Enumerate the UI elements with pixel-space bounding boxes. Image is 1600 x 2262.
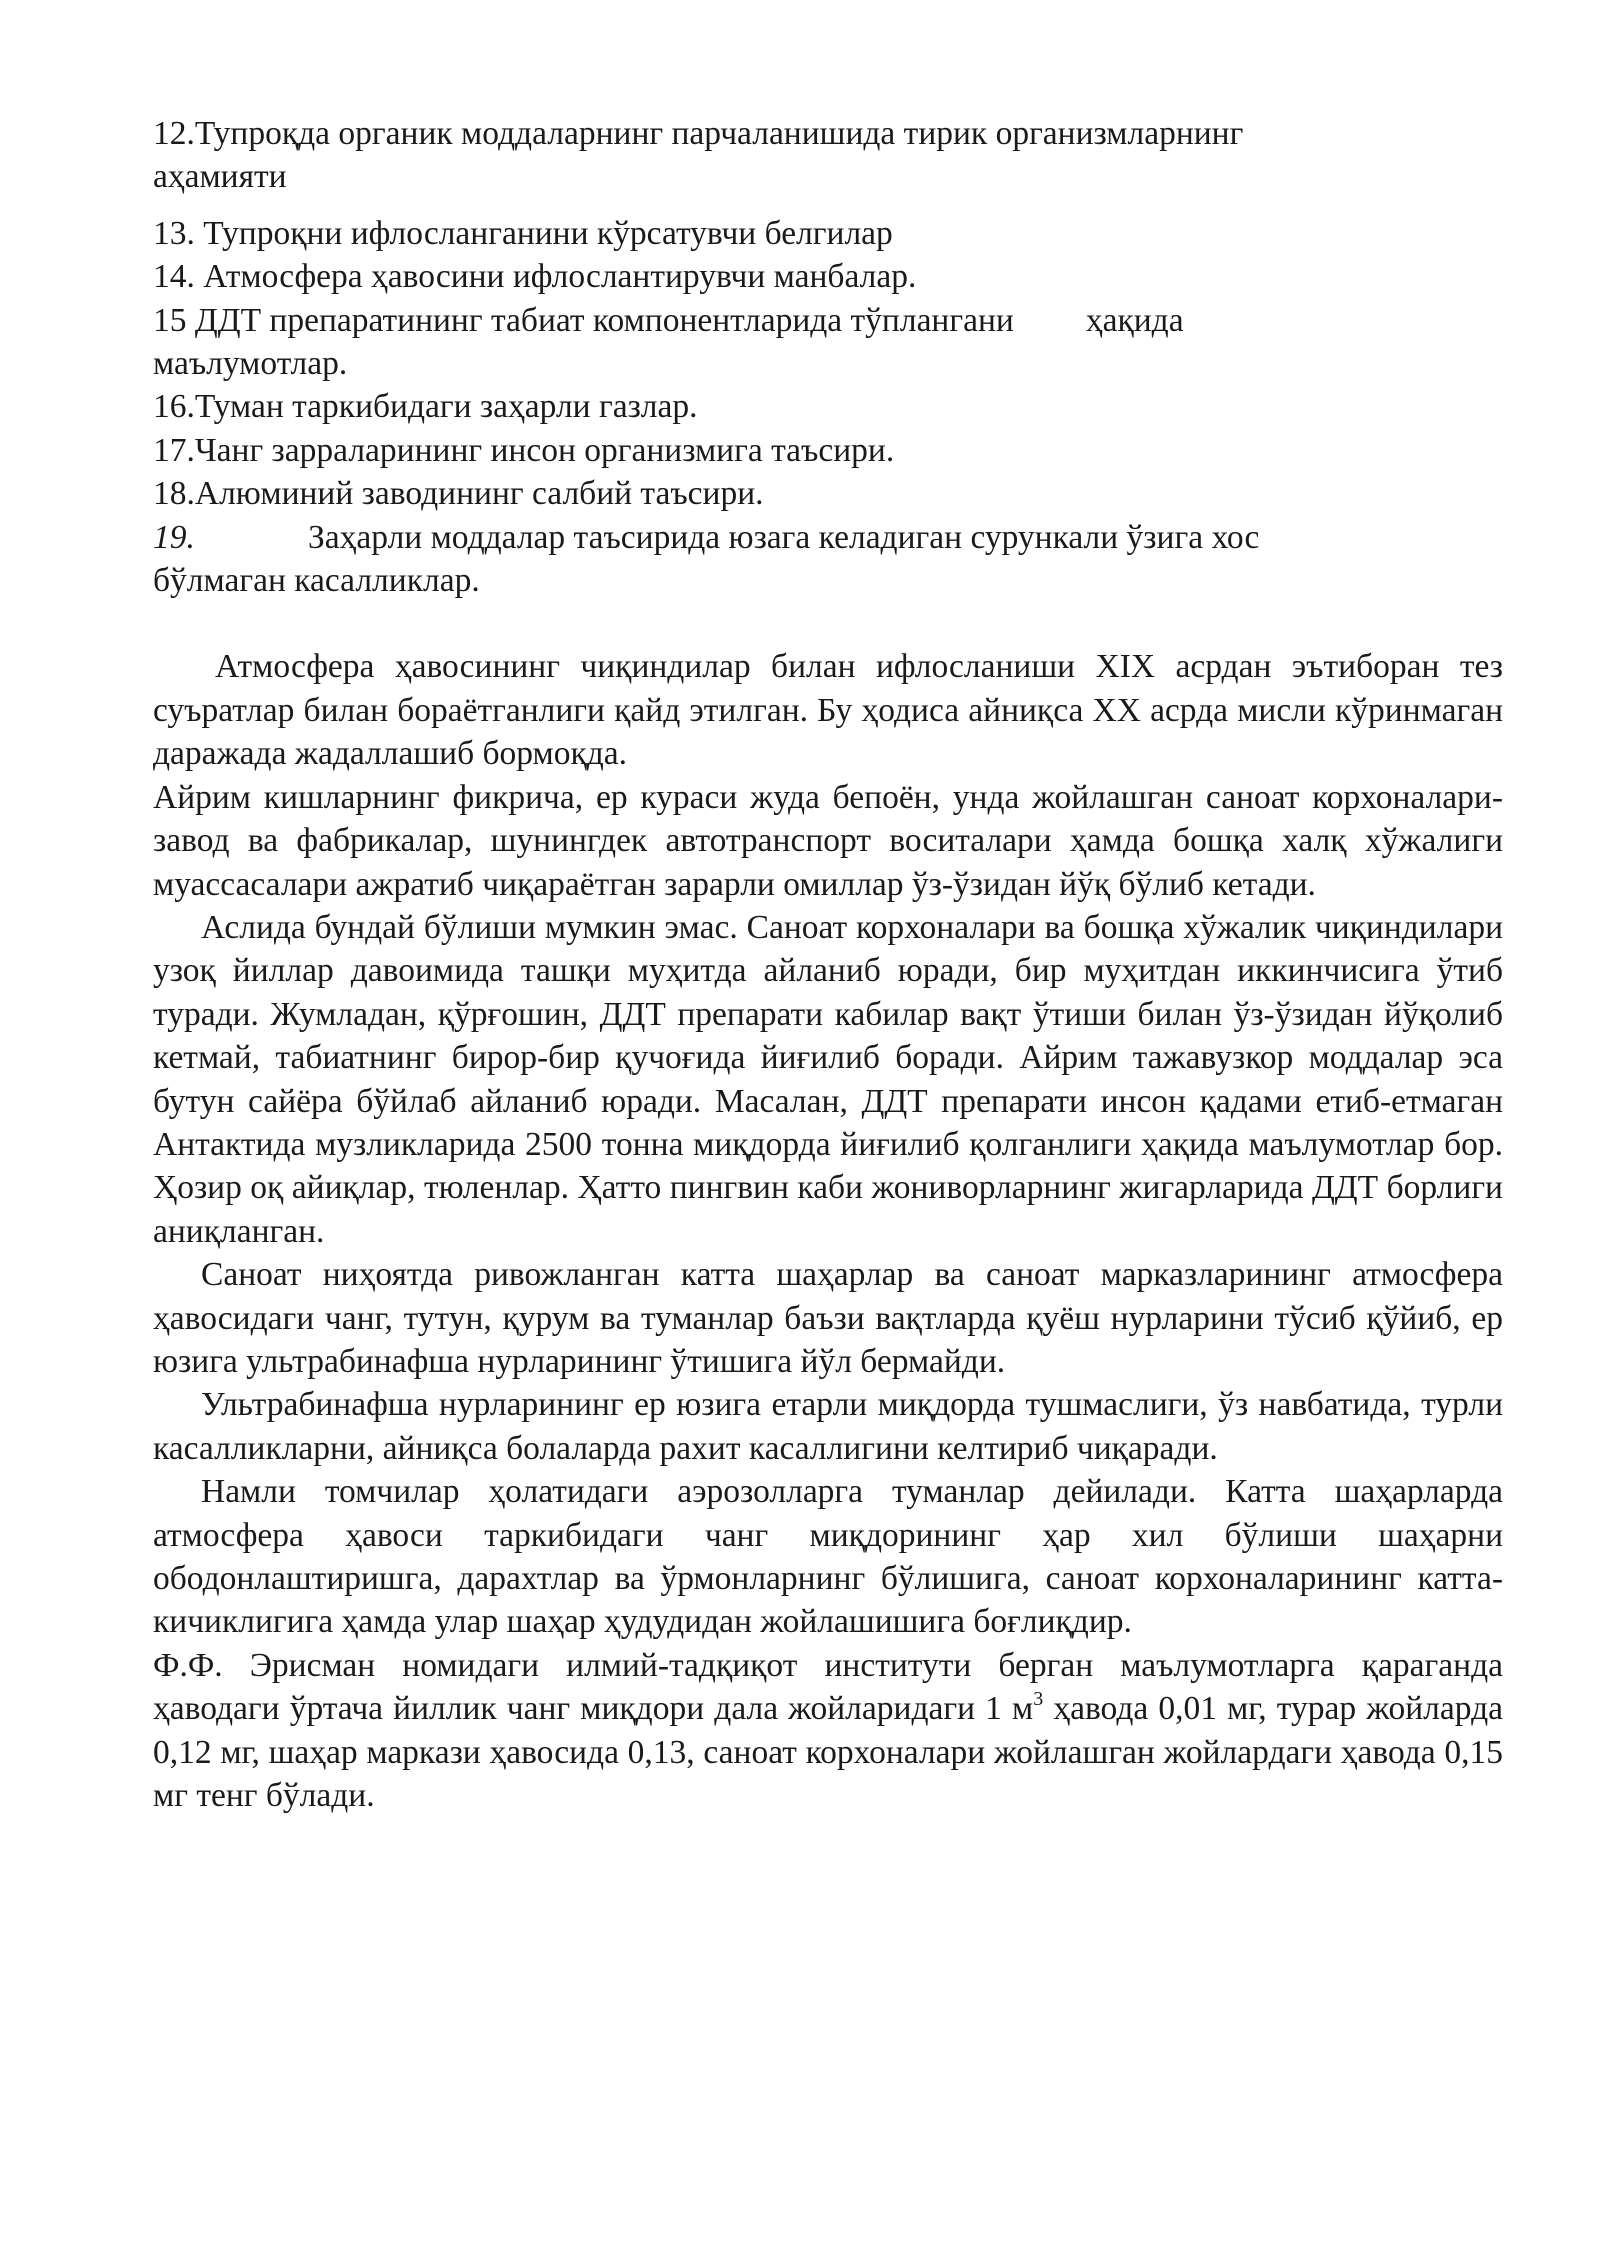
body-text	[153, 645, 1503, 1817]
paragraph	[153, 1644, 1503, 1818]
item-text: Чанг зарраларининг инсон организмига таъсири.	[194, 431, 895, 469]
list-item-continuation: аҳамияти	[153, 158, 287, 196]
item-text: Туман таркибидаги заҳарли газлар.	[194, 388, 698, 426]
list-item	[153, 112, 1503, 155]
paragraph: Ультрабинафша нурларининг ер юзига етарли миқдорда тушмаслиги, ўз навбатида, турли касалликларни, айниқса болаларда рахит касаллигини келтириб чиқаради.	[153, 1386, 1503, 1467]
paragraph-text: ҳавода 0,01 мг, турар жойларда 0,12 мг, шаҳар маркази ҳавосида 0,13, саноат корхоналари жойлашган жойлардаги ҳавода 0,15 мг тенг бўлади.	[153, 1690, 1503, 1815]
list-item: 14. Атмосфера ҳавосини ифлослантирувчи манбалар.	[153, 258, 917, 296]
list-item: 13. Тупроқни ифлосланганини кўрсатувчи белгилар	[153, 214, 893, 252]
item-text: 15 ДДТ препаратининг табиат компонентларида тўплангани	[153, 301, 1014, 339]
paragraph: Намли томчилар ҳолатидаги аэрозолларга туманлар дейилади. Катта шаҳарларда атмосфера ҳавоси таркибидаги чанг миқдорининг ҳар хил бўлиши шаҳарни ободонлаштиришга, дарахтлар ва ўрмонларнинг бўлишига, саноат корхоналарининг катта-кичиклигига ҳамда улар шаҳар ҳудудидан жойлашишига боғлиқдир.	[153, 1473, 1503, 1641]
item-text: ҳақида	[1085, 301, 1184, 339]
question-list	[153, 112, 1503, 602]
item-text: Алюминий заводининг салбий таъсири.	[194, 475, 764, 513]
item-number: 16.	[153, 388, 195, 426]
document-page	[153, 112, 1503, 1817]
superscript: 3	[1033, 1688, 1044, 1711]
list-item	[153, 472, 1503, 515]
paragraph-text: Ф.Ф. Эрисман номидаги илмий-тадқиқот институти берган маълумотларга қараганда ҳаводаги ўртача йиллик чанг миқдори дала жойларидаги 1 м	[153, 1646, 1503, 1728]
list-item	[153, 299, 1503, 342]
item-number: 18.	[153, 475, 195, 513]
item-text: Заҳарли моддалар таъсирида юзага келадиган сурункали ўзига хос	[308, 518, 1260, 556]
item-number: 17.	[153, 431, 195, 469]
paragraph: Атмосфера ҳавосининг чиқиндилар билан ифлосланиши XIX асрдан эътиборан тез суъратлар билан бораётганлиги қайд этилган. Бу ҳодиса айниқса XX асрда мисли кўринмаган даражада жадаллашиб бормоқда.	[153, 648, 1503, 773]
list-item	[153, 385, 1503, 428]
item-number: 19.	[153, 518, 195, 556]
item-text: Тупроқда органик моддаларнинг парчаланишида тирик организмларнинг	[194, 115, 1244, 152]
paragraph: Аслида бундай бўлиши мумкин эмас. Саноат корхоналари ва бошқа хўжалик чиқиндилари узоқ йиллар давоимида ташқи муҳитда айланиб юради, бир муҳитдан иккинчисига ўтиб туради. Жумладан, қўрғошин, ДДТ препарати кабилар вақт ўтиши билан ўз-ўзидан йўқолиб кетмай, табиатнинг бирор-бир қучоғида йиғилиб боради. Айрим тажавузкор моддалар эса бутун сайёра бўйлаб айланиб юради. Масалан, ДДТ препарати инсон қадами етиб-етмаган Антактида музликларида 2500 тонна миқдорда йиғилиб қолганлиги ҳақида маълумотлар бор. Ҳозир оқ айиқлар, тюленлар. Ҳатто пингвин каби жониворларнинг жигарларида ДДТ борлиги аниқланган.	[153, 908, 1503, 1250]
list-item	[153, 429, 1503, 472]
list-item-continuation: бўлмаган касалликлар.	[153, 562, 480, 600]
list-item-continuation: маълумотлар.	[153, 345, 348, 383]
list-item	[153, 516, 1503, 559]
paragraph: Айрим кишларнинг фикрича, ер кураси жуда бепоён, унда жойлашган саноат корхоналари-завод ва фабрикалар, шунингдек автотранспорт воситалари ҳамда бошқа халқ хўжалиги муассасалари ажратиб чиқараётган зарарли омиллар ўз-ўзидан йўқ бўлиб кетади.	[153, 778, 1503, 903]
item-number: 12.	[153, 115, 195, 152]
paragraph: Саноат ниҳоятда ривожланган катта шаҳарлар ва саноат марказларининг атмосфера ҳавосидаги чанг, тутун, қурум ва туманлар баъзи вақтларда қуёш нурларини тўсиб қўйиб, ер юзига ультрабинафша нурларининг ўтишига йўл бермайди.	[153, 1256, 1503, 1380]
